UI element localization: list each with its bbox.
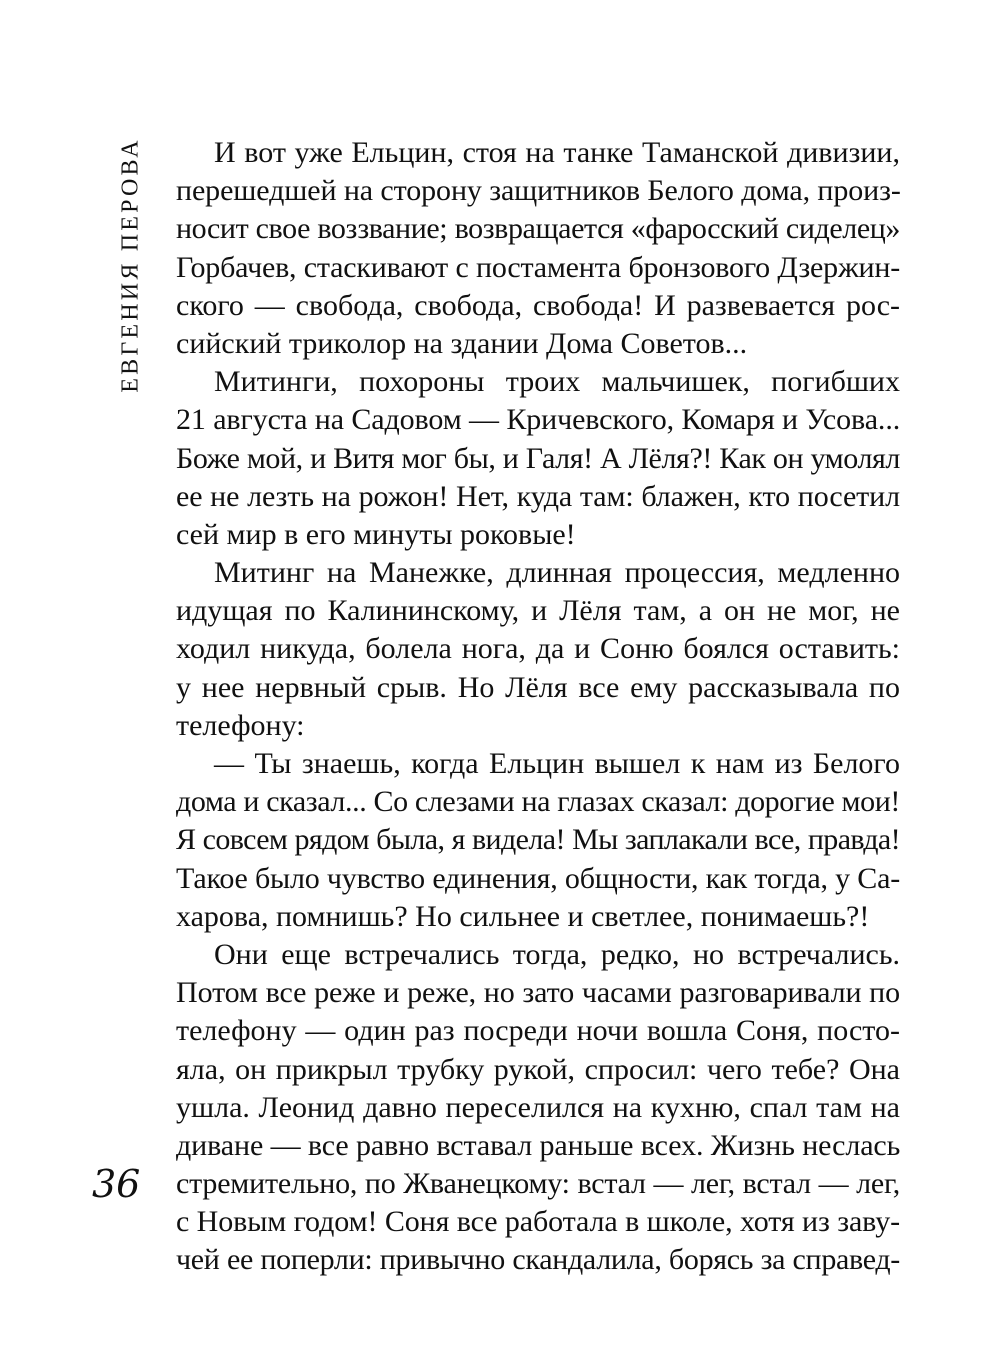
text-line: телефону: (176, 708, 305, 742)
text-line: Потом все реже и реже, но зато часами разговаривали по (176, 976, 900, 1010)
text-line: харова, помнишь? Но сильнее и светлее, понимаешь?! (176, 899, 870, 933)
text-line: сей мир в его минуты роковые! (176, 517, 576, 551)
paragraph (176, 134, 900, 363)
text-line: Я совсем рядом была, я видела! Мы заплакали все, правда! (176, 823, 900, 857)
text-line: носит свое воззвание; возвращается «фаросский сиделец» (176, 212, 900, 246)
text-line: ушла. Леонид давно переселился на кухню, спал там на (176, 1090, 900, 1124)
text-line: ходил никуда, болела нога, да и Соню боялся оставить: (176, 632, 900, 666)
text-line: Горбачев, стаскивают с постамента бронзового Дзержин- (176, 250, 900, 284)
paragraph (176, 745, 900, 936)
text-line: перешедшей на сторону защитников Белого дома, произ- (176, 174, 901, 208)
text-line: ее не лезть на рожон! Нет, куда там: блажен, кто посетил (176, 479, 900, 513)
text-line: чей ее поперли: привычно скандалила, борясь за справед- (176, 1243, 900, 1277)
text-line: ского — свобода, свобода, свобода! И развевается рос- (176, 288, 900, 322)
body-text (176, 134, 900, 1280)
paragraph (176, 936, 900, 1280)
text-line: у нее нервный срыв. Но Лёля все ему рассказывала по (176, 670, 900, 704)
text-line: идущая по Калининскому, и Лёля там, а он не мог, не (176, 594, 900, 628)
text-line: 21 августа на Садовом — Кричевского, Комаря и Усова... (176, 403, 901, 437)
text-line: Боже мой, и Витя мог бы, и Галя! А Лёля?! Как он умолял (176, 441, 900, 475)
running-head-author: ЕВГЕНИЯ ПЕРОВА (117, 137, 144, 393)
paragraph (176, 363, 900, 554)
text-line: Они еще встречались тогда, редко, но встречались. (214, 937, 900, 971)
text-line: И вот уже Ельцин, стоя на танке Таманской дивизии, (214, 136, 900, 169)
text-line: Митинги, похороны троих мальчишек, погибших (214, 365, 900, 399)
text-line: Такое было чувство единения, общности, как тогда, у Са- (176, 861, 900, 895)
text-line: — Ты знаешь, когда Ельцин вышел к нам из Белого (214, 747, 900, 780)
text-line: стремительно, по Жванецкому: встал — лег, встал — лег, (176, 1167, 900, 1201)
text-line: яла, он прикрыл трубку рукой, спросил: чего тебе? Она (176, 1052, 900, 1086)
text-line: Митинг на Манежке, длинная процессия, медленно (214, 556, 900, 590)
text-line: телефону — один раз посреди ночи вошла Соня, посто- (176, 1014, 900, 1048)
paragraph (176, 554, 900, 745)
text-line: дома и сказал... Со слезами на глазах сказал: дорогие мои! (176, 785, 900, 819)
page-number: 36 (92, 1162, 141, 1206)
text-line: сийский триколор на здании Дома Советов... (176, 326, 748, 360)
text-line: с Новым годом! Соня все работала в школе, хотя из заву- (176, 1205, 900, 1239)
text-line: диване — все равно вставал раньше всех. Жизнь неслась (176, 1128, 901, 1162)
